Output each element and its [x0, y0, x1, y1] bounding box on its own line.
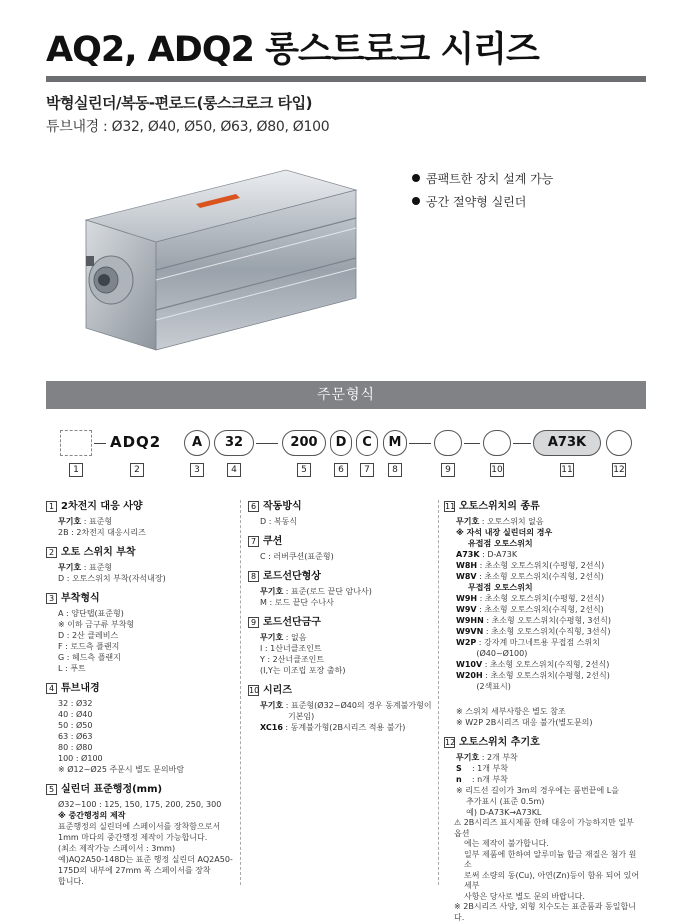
code-index: 2 [130, 463, 144, 477]
code-index: 10 [491, 465, 503, 475]
code-index: 4 [227, 463, 241, 477]
code-index: 1 [69, 463, 83, 477]
spec-section-8: 8 로드선단형상 무기호 : 표준(로드 끝단 암나사) M : 로드 끝단 수나사 [248, 570, 443, 608]
column-divider [240, 500, 241, 885]
code-stroke: 200 [282, 430, 326, 456]
spec-section-11: 11 오토스위치의 종류 무기호 : 오토스위치 없음 ※ 자석 내장 실린더의 경우 유접점 오토스위치 A73K : D-A73K W8H : 초소형 오토스위치(수평형, 2선식) W8V : 초소형 오토스위치(수직형, 2선식) 무접점 오토스위치 W9H : 초소형 오토스위치(수평형, 2선식) W9V : 초소형 오토스위치(수직형, 2선식) W9HN : 초소형 오토스위치(수평형, 3선식) W9VN : 초소형 오토스위치(수직형, 3선식) W2P : 강자계 마그네트용 무접점 스위치 (Ø40~Ø100) W10V : 초소형 오토스위치(수직형, 2선식) W20H : 초소형 오토스위치(수평형, 2선식) (2색표시) ※ 스위치 세부사항은 별도 참조 ※ W2P 2B시리즈 대응 불가(별도문의) [445, 501, 611, 727]
code-cushion: C [356, 430, 378, 456]
code-mount: A [184, 430, 210, 456]
code-rod-accessory [434, 430, 462, 456]
spec-section-10: 10 시리즈 무기호 : 표준형(Ø32~Ø40의 경우 동계불가형이 기본임) XC16 : 동계불가형(2B시리즈 적용 불가) [249, 685, 432, 732]
code-switch: A73K [533, 430, 601, 456]
title-rule [46, 76, 646, 82]
feature-item: 콤팩트한 장치 설계 가능 [412, 170, 553, 187]
feature-item: 공간 절약형 실린더 [412, 193, 553, 210]
code-series [483, 430, 511, 456]
code-index: 12 [613, 465, 625, 475]
code-switch-qty [606, 430, 632, 456]
code-index: 7 [360, 463, 374, 477]
code-index: 3 [190, 463, 204, 477]
subtitle: 박형실린더/복동-편로드(롱스크로크 타입) [46, 94, 312, 112]
spec-section-1: 1 2차전지 대응 사양 무기호 : 표준형 2B : 2차전지 대응시리즈 [46, 500, 231, 538]
code-slot-1 [60, 430, 92, 456]
spec-section-5: 5 실린더 표준행정(mm) Ø32~100 : 125, 150, 175, 200, 250, 300 ※ 중간행정의 제작 표준행정의 실린더에 스페이서를 장착함으로서 1mm 마다의 중간행정 제작이 가능합니다. (최소 제작가능 스페이서 : 3mm) 예)AQ2A50-148D는 표준 행정 실린더 AQ2A50- 175D의 내부에 27mm 폭 스페이서를 장착 합니다. [46, 783, 231, 887]
bottom-note: ⚠ 2B시리즈 표시제품 한해 대응이 가능하지만 일부 옵션 에는 제작이 불가합니다. 일부 제품에 한하여 알루미늄 합금 재질은 첨가 원소 로써 소량의 동(Cu), 아연(Zn)등이 함유 되어 있어 세부 사항은 당사로 별도 문의 바랍니다. ※ 2B시리즈 사양, 외형 치수도는 표준품과 동일합니다. [454, 818, 640, 922]
code-bore: 32 [214, 430, 254, 456]
code-rod-end: M [383, 430, 407, 456]
spec-column-3 [444, 500, 644, 826]
code-index: 5 [297, 463, 311, 477]
code-index: 8 [388, 463, 402, 477]
cylinder-product-image [56, 150, 396, 390]
code-dash [464, 443, 480, 444]
code-dash [94, 443, 106, 444]
spec-section-12: 12 오토스위치 추기호 무기호 : 2개 부착 S : 1개 부착 n : n개 부착 ※ 리드선 길이가 3m의 경우에는 품번끝에 L을 추가표시 (표준 0.5m) 예) D-A73K→A73KL [445, 737, 619, 817]
order-code-row [0, 430, 692, 480]
bullet-icon [412, 174, 420, 182]
code-dash [409, 443, 431, 444]
code-action: D [330, 430, 352, 456]
code-dash [513, 443, 531, 444]
code-index: 6 [334, 463, 348, 477]
spec-column-1 [46, 500, 231, 895]
feature-list [412, 170, 553, 216]
spec-section-9: 9 로드선단금구 무기호 : 없음 I : 1산너클조인트 Y : 2산너클조인트 (I,Y는 미조립 포장 출하) [248, 616, 443, 676]
code-index: 11 [561, 465, 573, 475]
spec-section-2: 2 오토 스위치 부착 무기호 : 표준형 D : 오토스위치 부착(자석내장) [46, 546, 231, 584]
spec-column-2 [248, 500, 443, 741]
spec-section-4: 4 튜브내경 32 : Ø32 40 : Ø40 50 : Ø50 63 : Ø63 80 : Ø80 100 : Ø100 ※ Ø12~Ø25 주문시 별도 문의바람 [46, 682, 231, 775]
code-index: 9 [441, 463, 455, 477]
code-dash [256, 443, 278, 444]
code-prefix: ADQ2 [110, 433, 162, 451]
spec-section-6: 6 작동방식 D : 복동식 [248, 500, 443, 527]
page-title: AQ2, ADQ2 롱스트로크 시리즈 [46, 30, 539, 70]
tube-bore-line: 튜브내경 : Ø32, Ø40, Ø50, Ø63, Ø80, Ø100 [46, 119, 330, 135]
spec-section-3: 3 부착형식 A : 양단탭(표준형) ※ 이하 금구류 부착형 D : 2산 클레비스 F : 로드측 플랜지 G : 헤드측 플랜지 L : 푸트 [46, 592, 231, 674]
order-section-bar: 주문형식 [46, 381, 646, 409]
bullet-icon [412, 197, 420, 205]
spec-section-7: 7 쿠션 C : 러버쿠션(표준형) [248, 535, 443, 562]
